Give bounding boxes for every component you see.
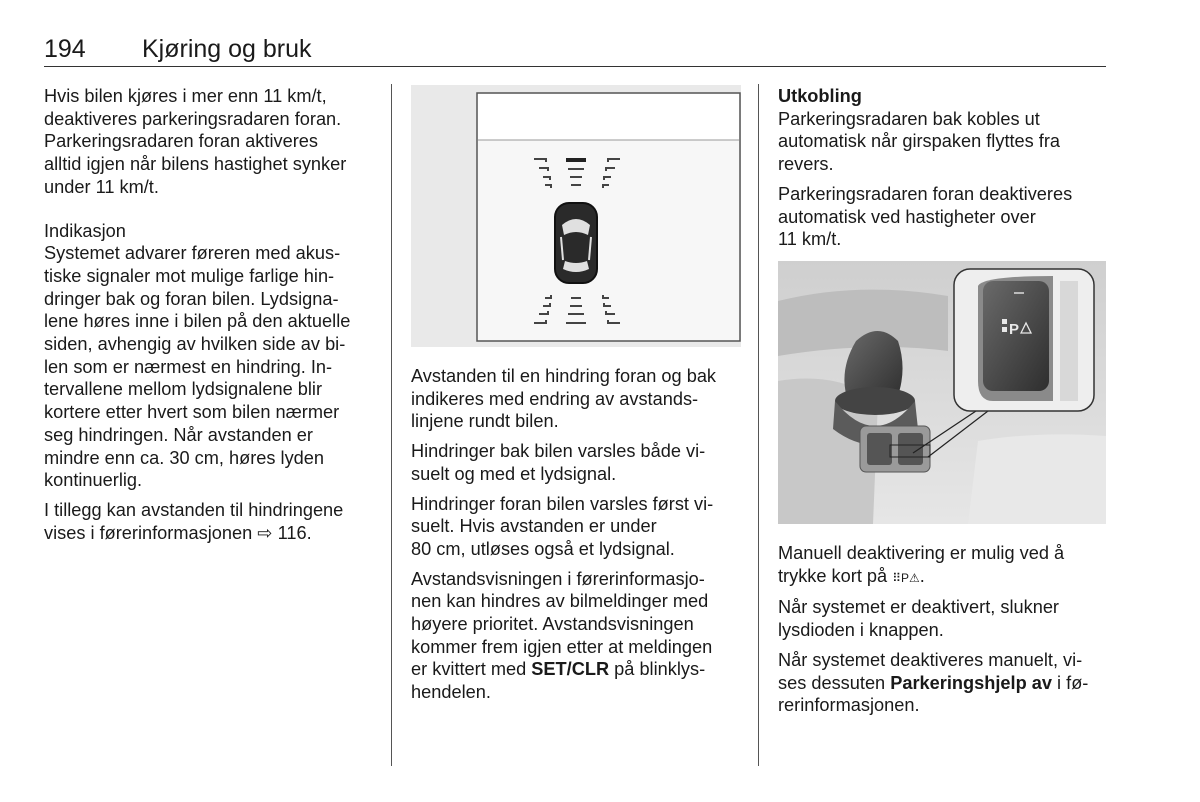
text-line: Når systemet deaktiveres manuelt, vi- <box>778 649 1083 670</box>
text-line: er kvittert med <box>411 659 527 680</box>
parking-button-label: P <box>1009 321 1020 338</box>
text-line: kortere etter hvert som bilen nærmer <box>44 402 340 423</box>
button-name-set-clr: SET/CLR <box>531 659 610 680</box>
text-line: trykke kort på <box>778 565 888 586</box>
text-line: mindre enn ca. 30 cm, høres lyden <box>44 447 325 468</box>
paragraph-rear-off <box>778 108 1106 176</box>
paragraph-led-off <box>778 596 1106 641</box>
text-line: på blinklys- <box>614 659 706 680</box>
text-line: I tillegg kan avstanden til hindringene <box>44 499 344 520</box>
text-line: indikeres med endring av avstands- <box>411 388 699 409</box>
paragraph-display-priority <box>411 568 741 704</box>
paragraph-rear-warning <box>411 440 741 485</box>
parking-assist-button-figure <box>778 261 1106 524</box>
column-2 <box>411 365 741 711</box>
column-3 <box>778 85 1106 258</box>
text-line: Avstandsvisningen i førerinformasjo- <box>411 568 705 589</box>
text-line: . <box>919 565 925 586</box>
text-line: Hvis bilen kjøres i mer enn 11 km/t, <box>44 86 327 106</box>
text-line: lysdioden i knappen. <box>778 620 944 641</box>
text-line: hendelen. <box>411 682 491 703</box>
zoom-inset <box>954 269 1094 411</box>
text-line: lene høres inne i bilen på den aktuelle <box>44 311 351 332</box>
text-line: Hindringer foran bilen varsles først vi- <box>411 493 714 514</box>
text-line: automatisk når girspaken flyttes fra <box>778 131 1061 152</box>
paragraph-manual-off <box>778 542 1106 589</box>
paragraph-distance <box>411 365 741 433</box>
text-line: siden, avhengig av hvilken side av bi- <box>44 334 346 355</box>
text-line: tervallene mellom lydsignalene blir <box>44 379 322 400</box>
text-line: len som er nærmest en hindring. In- <box>44 356 333 377</box>
text-line: Parkeringsradaren foran aktiveres <box>44 131 318 152</box>
text-line: høyere prioritet. Avstandsvisningen <box>411 614 694 635</box>
text-line: linjene rundt bilen. <box>411 411 559 432</box>
text-line: 11 km/t. <box>778 229 842 250</box>
text-line: i fø- <box>1057 672 1089 693</box>
text-line: automatisk ved hastigheter over <box>778 206 1036 227</box>
paragraph-front-warning <box>411 493 741 561</box>
text-line: Parkeringsradaren foran deaktiveres <box>778 183 1073 204</box>
car-icon <box>555 203 597 283</box>
text-line: deaktiveres parkeringsradaren foran. <box>44 108 342 129</box>
text-line: Systemet advarer føreren med akus- <box>44 243 341 264</box>
message-parkeringshjelp-av: Parkeringshjelp av <box>890 672 1052 693</box>
chapter-title: Kjøring og bruk <box>142 35 312 63</box>
parking-radar-display-figure <box>411 85 741 347</box>
text-line: tiske signaler mot mulige farlige hin- <box>44 265 335 286</box>
text-line: alltid igjen når bilens hastighet synker <box>44 154 347 175</box>
page-number: 194 <box>44 35 86 63</box>
parking-assist-symbol-icon: ⠿P⚠ <box>892 570 920 585</box>
paragraph-parking-help-off <box>778 649 1106 717</box>
page-reference-link[interactable]: 116. <box>277 522 312 543</box>
column-divider-2 <box>758 84 759 766</box>
paragraph-front-off <box>778 183 1106 251</box>
text-line: 80 cm, utløses også et lydsignal. <box>411 538 675 559</box>
text-line: suelt og med et lydsignal. <box>411 463 617 484</box>
text-line: Manuell deaktivering er mulig ved å <box>778 543 1065 563</box>
text-line: rerinformasjonen. <box>778 695 920 716</box>
text-line: revers. <box>778 154 834 175</box>
display-top-band <box>478 94 739 140</box>
column-divider-1 <box>391 84 392 766</box>
column-1 <box>44 85 379 551</box>
text-line: Avstanden til en hindring foran og bak <box>411 366 717 386</box>
paragraph-reference <box>44 499 379 544</box>
text-line: ses dessuten <box>778 672 886 693</box>
text-line: vises i førerinformasjonen <box>44 522 253 543</box>
text-line: seg hindringen. Når avstanden er <box>44 424 313 445</box>
text-line: kommer frem igjen etter at meldingen <box>411 636 713 657</box>
text-line: suelt. Hvis avstanden er under <box>411 516 657 537</box>
section-heading-utkobling: Utkobling <box>778 86 862 106</box>
text-line: Når systemet er deaktivert, slukner <box>778 597 1059 618</box>
page-header <box>44 34 1106 67</box>
text-line: dringer bak og foran bilen. Lydsigna- <box>44 288 339 309</box>
paragraph-speed <box>44 85 379 199</box>
paragraph-indikasjon <box>44 242 379 492</box>
text-line: nen kan hindres av bilmeldinger med <box>411 591 709 612</box>
column-3-continued <box>778 542 1106 724</box>
section-heading-indikasjon: Indikasjon <box>44 220 126 241</box>
text-line: kontinuerlig. <box>44 470 143 491</box>
text-line: under 11 km/t. <box>44 176 159 197</box>
page-reference-arrow-icon: ⇨ <box>257 522 273 543</box>
text-line: Hindringer bak bilen varsles både vi- <box>411 441 706 462</box>
text-line: Parkeringsradaren bak kobles ut <box>778 108 1040 129</box>
